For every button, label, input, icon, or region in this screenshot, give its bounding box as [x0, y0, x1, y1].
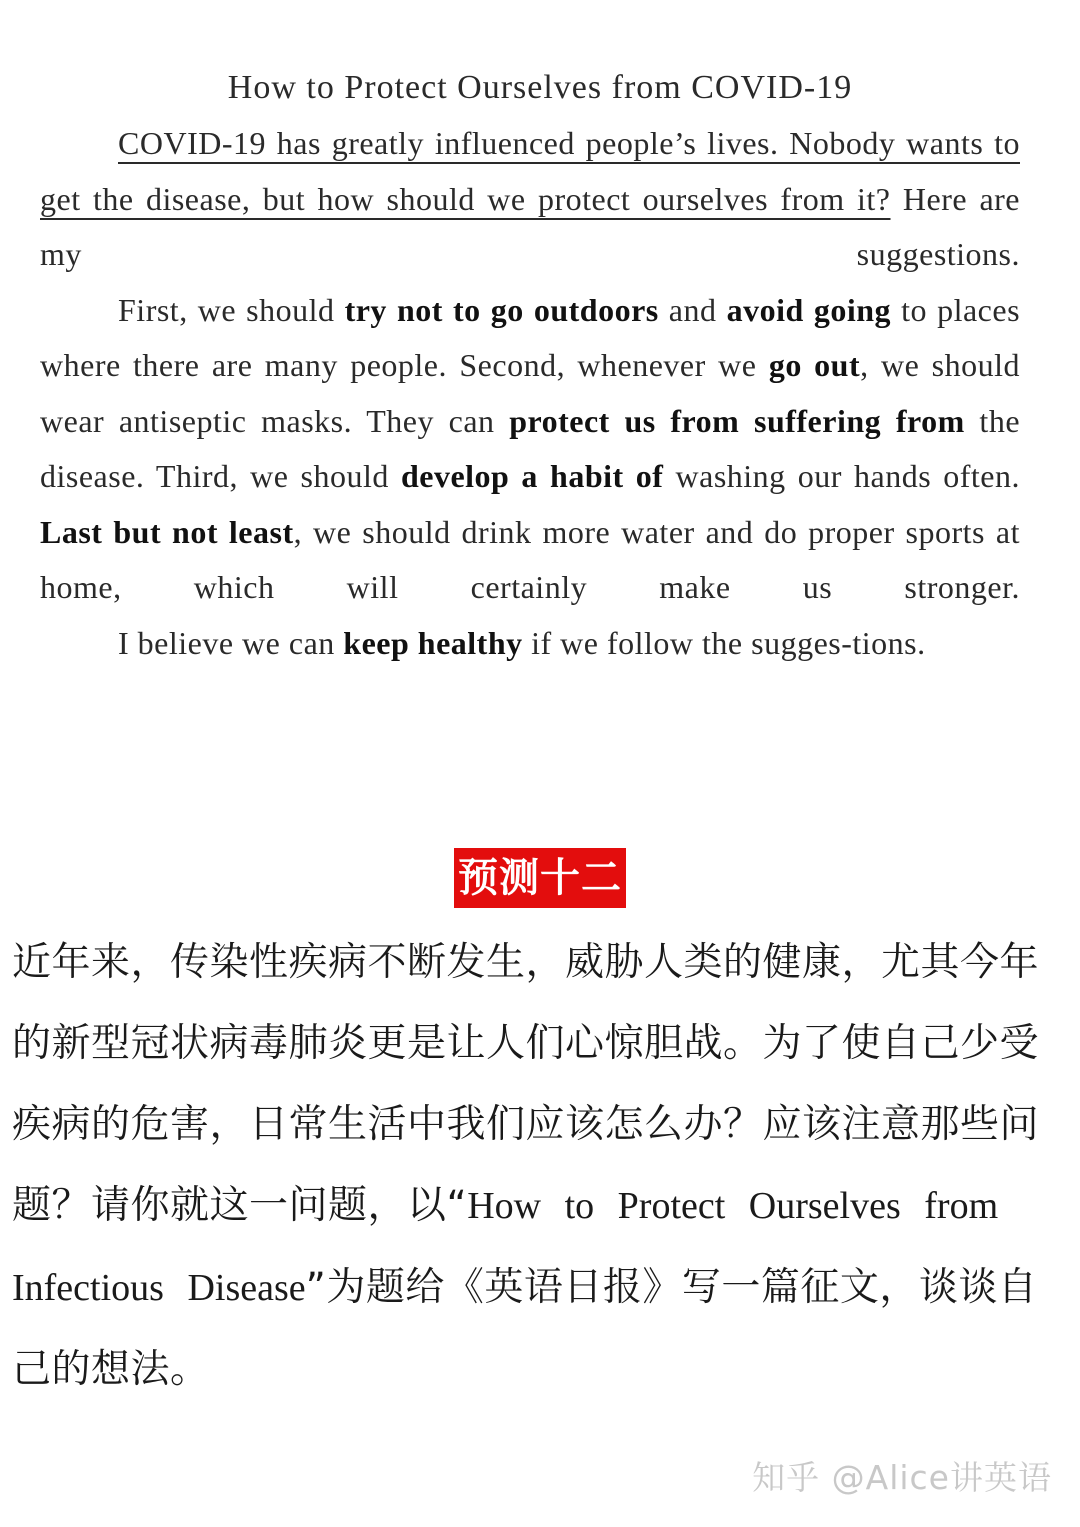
- bold-phrase: keep healthy: [343, 624, 523, 661]
- bold-phrase: Last but not least: [40, 513, 294, 550]
- essay-text: to places where there are many people. Second, whenever we: [40, 291, 1021, 383]
- bold-phrase: protect us from suffering from: [509, 402, 965, 439]
- essay-paragraph-3: [40, 616, 1020, 672]
- bold-phrase: avoid going: [726, 291, 892, 328]
- essay-text: if we follow the sugges-tions.: [522, 624, 926, 661]
- bold-phrase: develop a habit of: [400, 458, 664, 494]
- zhihu-watermark: 知乎 @Alice讲英语: [752, 1458, 1052, 1497]
- prompt-text-1: 近年来，传染性疾病不断发生，威胁人类的健康，尤其今年的新型冠状病毒肺炎更是让人们心惊胆战。为了使自己少受疾病的危害，日常生活中我们应该怎么办？应该注意那些问题？请你就这一问题，以“: [12, 940, 1040, 1228]
- essay-text: washing our hands often.: [663, 458, 1021, 494]
- essay-text: First, we should: [118, 291, 345, 328]
- essay-paragraph-2: [40, 283, 1020, 616]
- essay-text: and: [658, 291, 727, 328]
- bold-phrase: go out: [768, 347, 861, 383]
- essay-text: I believe we can: [118, 624, 344, 661]
- badge-container: [0, 848, 1080, 908]
- essay-text: , we should drink more water and do proper sports at home, which will certainly make us stronger.: [40, 513, 1021, 605]
- underlined-intro: COVID-19 has greatly influenced people’s lives. Nobody wants to get the disease, but how should we protect ourselves from it?: [40, 125, 1020, 217]
- essay-text: , we should wear antiseptic masks. They can: [40, 347, 1021, 439]
- intro-rest: Here are my suggestions.: [40, 180, 1021, 272]
- essay-section: [40, 60, 1020, 671]
- bold-phrase: try not to go outdoors: [344, 291, 659, 328]
- prompt-english-title: How to Protect Ourselves from Infectious Disease: [12, 1185, 999, 1309]
- prompt-text-2: ”为题给《英语日报》写一篇征文，谈谈自己的想法。: [12, 1265, 1038, 1392]
- essay-paragraph-1: [40, 116, 1020, 283]
- prediction-badge: 预测十二: [454, 848, 626, 908]
- essay-title: How to Protect Ourselves from COVID-19: [227, 69, 853, 106]
- writing-prompt: [12, 922, 1068, 1410]
- essay-text: the disease. Third, we should: [40, 402, 1021, 494]
